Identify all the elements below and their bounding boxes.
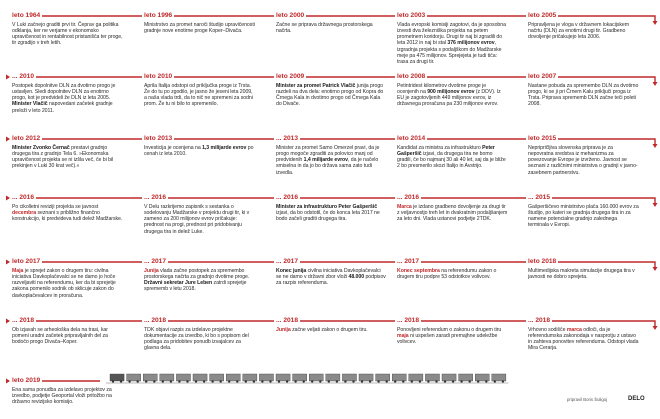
event-text: Vrhovno sodišče marca odloči, da je referendumska zakonodaja v nasprotju z ustavo in zahteva ponovitev referenduma. Odstopi vlada Mira Cerarja. <box>528 327 639 352</box>
year-label: leto 1964 <box>12 12 41 19</box>
year-label: leto 2013 <box>144 135 173 142</box>
event-text: Petintridest kilometrov dvotirne proge je ocenjenih na 900 milijonov evrov (z DDV). Iz EU je zagotovljenih 449 milijonov evrov, iz državnega proračuna pa 230 milijonov evrov. <box>397 83 501 108</box>
year-label: leto 2003 <box>397 12 426 19</box>
arrow-head-icon <box>653 21 658 25</box>
event-text: Maja je sprejet zakon o drugem tiru: civilna iniciativa Davkoplačevalci se ne damo jo hoče razveljaviti na referendumu, ker da bi sprejetje zakona pomenilo sodnik ob sklicuje zakon do davkoplačevalcev in proračuna. <box>12 268 116 299</box>
year-label: leto 2000 <box>276 12 305 19</box>
year-label: leto 2015 <box>528 135 557 142</box>
year-label: ... 2016 <box>276 194 298 201</box>
brand-logo: DELO <box>628 396 645 402</box>
event-text: Po cikolletni reviziji projekta se javnost decembra seznani s približno finančno konstrukcijo, ki predvideva tudi delež Madžarske. <box>12 204 123 223</box>
event-text: Postopek dopolnitve DLN za dvotirno progo je ustavljen. Sledi dopolnitev DLN za enotirno progo, kot je predvideli že DLN iz leta 2005. Minister Vlačič napovedani začetek gradnje preloži v leto 2011. <box>12 83 116 114</box>
year-label: leto 2008 <box>397 73 426 80</box>
year-label: ... 2010 <box>12 73 34 80</box>
event-text: V Delu razkrijemo zapisnik s sestanka o sodelovanju Madžarske v projektu drugi tir, ki v zameno za 200 milijonov evrov pričakuje: prednost na progi, prednost pri pridobivanju drugega tira in delež Luke. <box>144 204 250 235</box>
year-label: ... 2018 <box>12 317 34 324</box>
event-text: Ob izjavah se arheološka dela na trasi, kar pomeni uradni začetek pripravljalnih del za bodočo progo Divača–Koper. <box>12 327 108 346</box>
year-label: leto 2018 <box>528 258 557 265</box>
arrow-head-icon <box>653 82 658 86</box>
arrow-head-icon <box>653 203 658 207</box>
year-label: leto 2005 <box>528 12 557 19</box>
event-text: Minister za infrastrukturo Peter Gašperšič izjavi, da bo odstotil, če do konca leta 2017 ne bodo začeli graditi drugega tira. <box>276 204 380 223</box>
year-label: ... 2016 <box>397 194 419 201</box>
event-text: Gašperšičevo ministrstvo plača 160.000 evrov za študijo, po kateri se gradnja drugega tira in za namene potencialne gradnjo zalednega terminala v Evropi. <box>528 204 639 229</box>
event-text: Marca je izdano gradbeno dovoljenje za drugi tir z veljavnostjo treh let in dvakratnim podaljšanjem za leto dni. Vlada ustanovi podjetje 2TDK. <box>397 204 508 223</box>
event-text: Konec septembra na referendumu zakon o drugem tiru podpre 53 odstotkov volivcev. <box>397 268 497 281</box>
event-text: TDK objavi razpis za izdelavo projektne dokumentacije za izvedbo, ki bo s popisom del podlaga za pridobitev ponudb izvajalcev za glavna dela. <box>144 327 249 352</box>
event-text: Nepripričljiva slovenska priprava je za nepovratna sredstva iz mehanizma za povezovanje Evrope je izvrženo. Javnost se seznani z različnimi ministrstva o gradnji v javno-zasebnem partnerstvu. <box>528 145 638 176</box>
year-label: leto 2014 <box>397 135 426 142</box>
year-label: ... 2013 <box>276 135 298 142</box>
event-text: Minister Zvonko Černač prestavi gradnjo drugega tira z gradnjo Tela 6. »Ekonomska upravičenost projekta se ni izšla več, če bi bil prekinjen v Luki 30 krat več).« <box>12 145 114 170</box>
year-label: ... 2015 <box>528 194 550 201</box>
event-text: Nastane pobuda za spremembo DLN za dvotirno progo, ki se ji pri Črnem Kalu priključi proga iz Trsta. Priprava sprememb DLN začne teči poleti 2008. <box>528 83 639 108</box>
event-text: Multimedijska makreta simulacije drugega tira v javnosti ne dobro sprejeta. <box>528 268 635 281</box>
year-label: ... 2018 <box>276 317 298 324</box>
train-icon <box>106 374 508 383</box>
year-label: leto 2012 <box>12 135 41 142</box>
event-text: Konec junija civilna iniciativa Davkoplačevalci se ne damo v državni zbor vloži 48.000 podpisov za razpis referenduma. <box>276 268 386 287</box>
event-text: Začne se priprava državnega prostorskega načrta. <box>276 22 373 35</box>
arrow-head-icon <box>653 267 658 271</box>
event-text: Investicija je ocenjena na 1,3 milijarde evrov po cenah iz leta 2010. <box>144 145 254 158</box>
event-text: Ena sama ponudba za izdelavo projektov za izvedbo, podjetje Geoportal vloži pritožbo na državno revizijsko komisijo. <box>12 387 112 406</box>
arrow-head-icon <box>653 144 658 148</box>
event-text: Aprila Italija odstopi od priključka proge iz Trsta. Že do tu po zgodilo, je jasno že jeseni leta 2009, a naša vlada trdi, da to nič ne spremeni za sodni prom. Že tu ni bilo to spremenilo. <box>144 83 253 108</box>
year-label: ... 2017 <box>144 258 166 265</box>
event-text: Minister za promet Samo Omerzel pravi, da je progo mogoče zgraditi za polovico manj od predvidenih 1,4 milijarde evrov, da je načelo smiselna in da jo bo država sama zato tudi izvedla. <box>276 145 380 176</box>
year-label: leto 2019 <box>12 377 41 384</box>
event-text: Kandidat za ministra za infrastrukturo Peter Gašperšič izjavi, da drugega tira ne bomo gradili, če bo najmanj 30 ali 40 let, saj da je bliže 2 bo presmerilo skozi Italijo in Avstrijo. <box>397 145 506 170</box>
year-label: leto 2009 <box>276 73 305 80</box>
year-label: leto 2010 <box>144 73 173 80</box>
event-text: Pripravljena je vloga v državnem lokacijskem načrtu (DLN) za enotirni drugi tir. Gradbeno dovoljenje pričakujejo leta 2006. <box>528 22 630 41</box>
year-label: leto 2007 <box>528 73 557 80</box>
year-label: ... 2016 <box>144 194 166 201</box>
event-text: Vlada evropski komisiji zagotovi, da je sposobna izvesti dva železniška projekta na petem prometnem koridorju. Drugi tir naj bi zgradili do leta 2012 in naj bi stal 376 milijonov evrov, izgradnja projekta s podaljškom do Madžarske meje pa 475 milijonov. Sprejejeta je tudi tiča: trasa za drugi tir. <box>397 22 506 65</box>
arrow-head-icon <box>653 326 658 330</box>
year-label: ... 2017 <box>276 258 298 265</box>
event-text: Ponovljeni referendum o zakonu o drugem tiru maja ni uspešen zaradi premajhne udeležbe volivcev. <box>397 327 502 346</box>
event-text: Ministrstvo za promet naroči študijo upravičenosti gradnje nove enotirne proge Koper–Divača. <box>144 22 255 35</box>
year-label: ... 2017 <box>397 258 419 265</box>
event-text: Junija začne veljati zakon o drugem tiru. <box>276 327 368 333</box>
event-text: Junija vlada začne postopek za spremembo prostorskega načrta za gradnjo dvotirne proge. Državni sekretar Jure Leben zatrdi sprejetje sprememb v letu 2018. <box>144 268 250 293</box>
year-label: leto 2017 <box>12 258 41 265</box>
year-label: ... 2018 <box>144 317 166 324</box>
author-credit: pripravil Boris Šuligoj <box>567 397 608 402</box>
year-label: ... 2016 <box>12 194 34 201</box>
year-label: ... 2018 <box>397 317 419 324</box>
year-label: ... 2018 <box>528 317 550 324</box>
event-text: V Luki začnejo graditi prvi tir. Čeprav ga politika odklanja, ker ne verjame v ekonomsko upravičenost in rentabilnost pristanišča ter proge, tir zgradijo v treh letih. <box>12 22 123 47</box>
event-text: Minister za promet Patrick Vlačič junija progo razdeli na dva dela: enotirno progo od Kopra do Črnega Kala in dvotirno progo od Črnega Kala do Divače. <box>276 83 384 108</box>
year-label: leto 1996 <box>144 12 173 19</box>
